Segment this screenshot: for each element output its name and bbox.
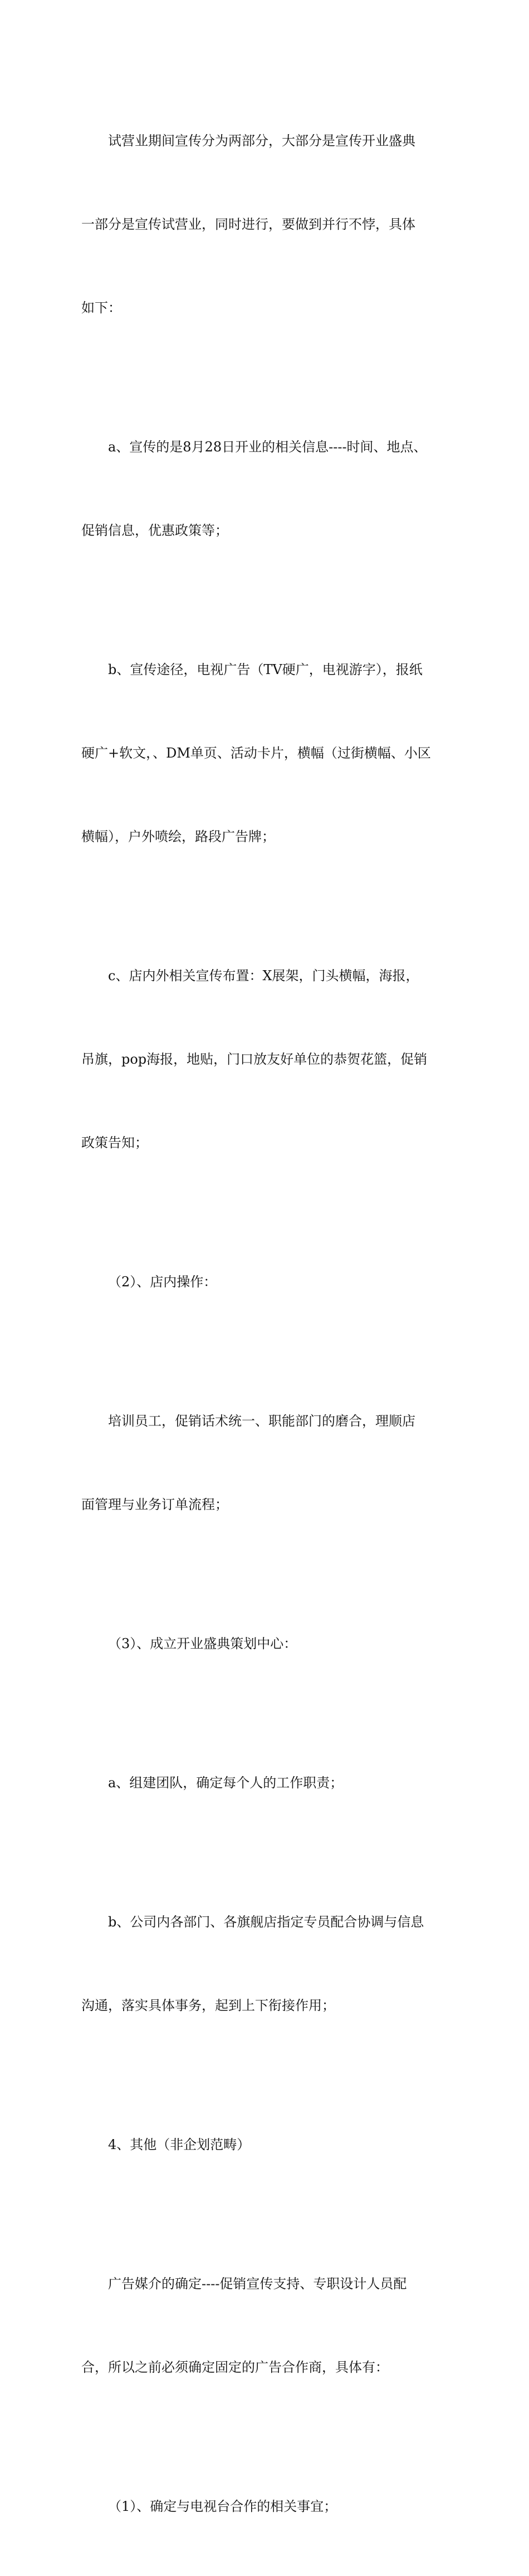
paragraph-5 bbox=[81, 1212, 466, 1351]
paragraph-line: 政策告知； bbox=[81, 1135, 148, 1151]
paragraph-line: 一部分是宣传试营业，同时进行，要做到并行不悖，具体 bbox=[81, 217, 415, 232]
paragraph-line: 4、其他（非企划范畴） bbox=[108, 2137, 251, 2152]
paragraph-line: 沟通，落实具体事务，起到上下衔接作用； bbox=[81, 1998, 335, 2013]
paragraph-line: （1）、确定与电视台合作的相关事宜； bbox=[108, 2499, 337, 2514]
paragraph-line: 合，所以之前必须确定固定的广告合作商，具体有： bbox=[81, 2359, 389, 2375]
paragraph-3 bbox=[81, 600, 466, 906]
paragraph-6 bbox=[81, 1351, 466, 1574]
paragraph-line: 培训员工，促销话术统一、职能部门的磨合，理顺店 bbox=[108, 1413, 415, 1429]
paragraph-line: 试营业期间宣传分为两部分，大部分是宣传开业盛典 bbox=[108, 133, 415, 149]
paragraph-line: 面管理与业务订单流程； bbox=[81, 1497, 228, 1512]
paragraph-line: b、宣传途径，电视广告（TV硬广，电视游字），报纸 bbox=[108, 662, 423, 677]
paragraph-1 bbox=[81, 71, 466, 377]
paragraph-line: 促销信息，优惠政策等； bbox=[81, 523, 228, 538]
paragraph-2 bbox=[81, 377, 466, 600]
paragraph-line: 硬广+软文，、DM单页、活动卡片，横幅（过街横幅、小区 bbox=[81, 745, 431, 761]
paragraph-line: a、宣传的是8月28日开业的相关信息----时间、地点、 bbox=[108, 439, 427, 455]
paragraph-line: （2）、店内操作： bbox=[108, 1274, 217, 1290]
paragraph-line: 横幅），户外喷绘，路段广告牌； bbox=[81, 829, 275, 844]
paragraph-12 bbox=[81, 2437, 466, 2576]
paragraph-8 bbox=[81, 1713, 466, 1852]
paragraph-11 bbox=[81, 2214, 466, 2437]
paragraph-line: a、组建团队，确定每个人的工作职责； bbox=[108, 1775, 344, 1791]
paragraph-line: b、公司内各部门、各旗舰店指定专员配合协调与信息 bbox=[108, 1914, 424, 1930]
paragraph-line: 吊旗，pop海报，地贴，门口放友好单位的恭贺花篮，促销 bbox=[81, 1051, 428, 1067]
document-body bbox=[81, 71, 466, 2576]
paragraph-line: c、店内外相关宣传布置：X展架，门头横幅，海报， bbox=[108, 968, 419, 984]
paragraph-line: 如下： bbox=[81, 300, 121, 316]
paragraph-9 bbox=[81, 1852, 466, 2075]
paragraph-7 bbox=[81, 1574, 466, 1713]
paragraph-4 bbox=[81, 906, 466, 1212]
paragraph-line: 广告媒介的确定----促销宣传支持、专职设计人员配 bbox=[108, 2276, 407, 2292]
paragraph-10 bbox=[81, 2075, 466, 2214]
paragraph-line: （3）、成立开业盛典策划中心： bbox=[108, 1636, 297, 1651]
